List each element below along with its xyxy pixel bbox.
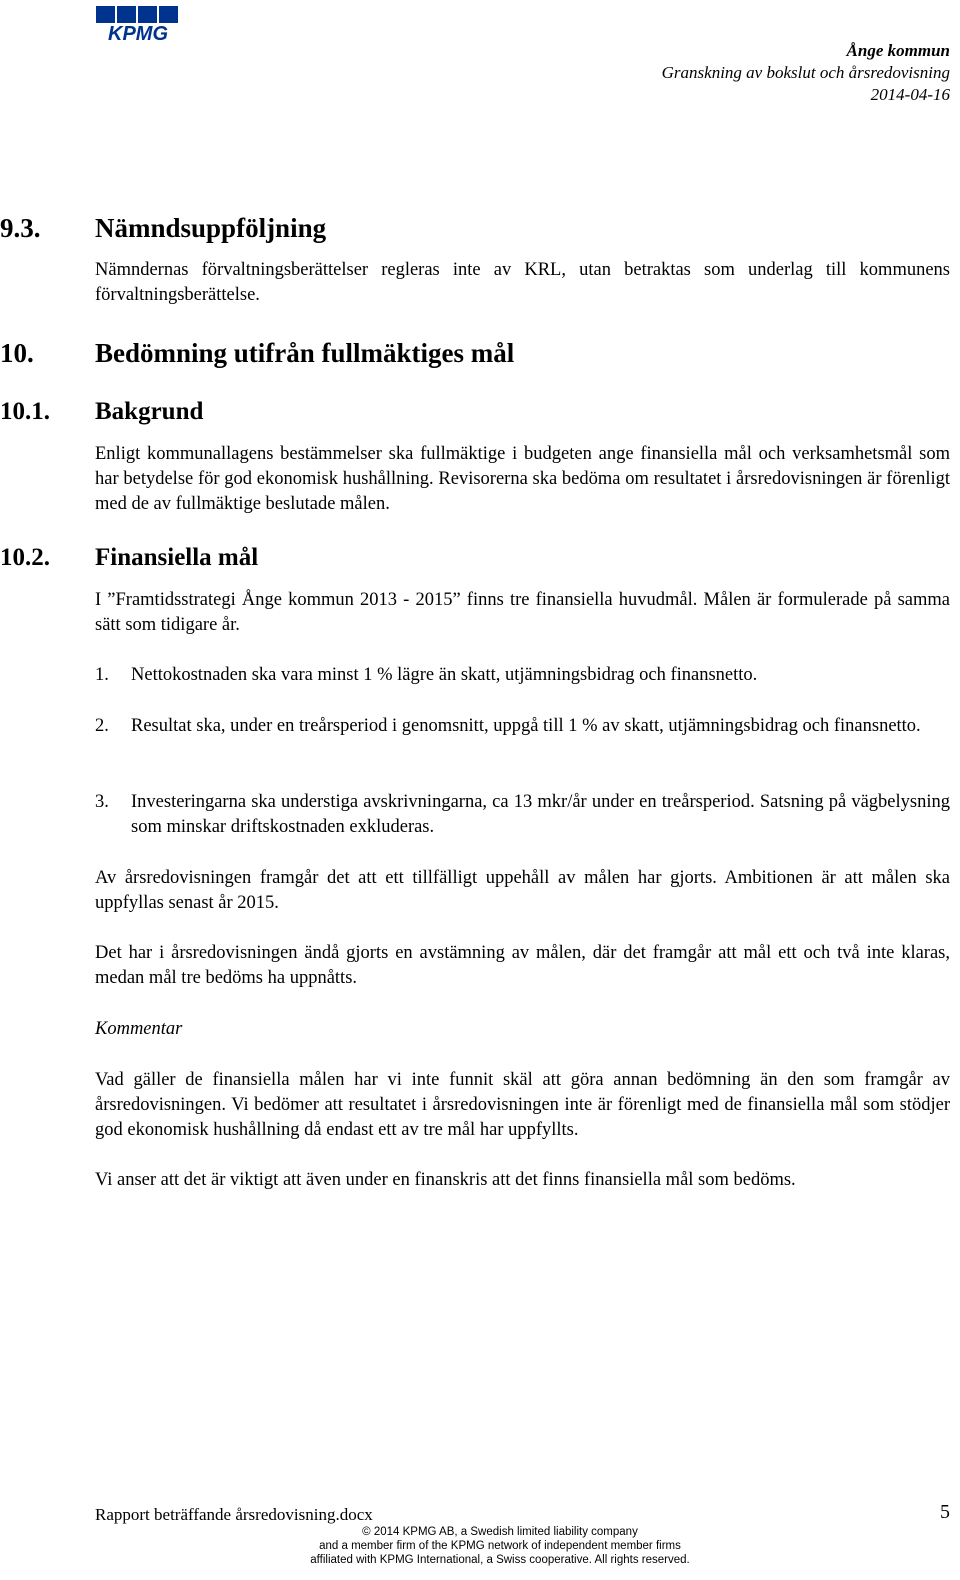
- heading-number: 10.1.: [0, 398, 50, 425]
- document-header: [662, 40, 950, 106]
- copyright-line: © 2014 KPMG AB, a Swedish limited liability company: [362, 1526, 638, 1538]
- heading-title: Bedömning utifrån fullmäktiges mål: [95, 338, 515, 368]
- paragraph-bedomning: Vad gäller de finansiella målen har vi inte funnit skäl att göra annan bedömning än den som framgår av årsredovisningen. Vi bedömer att resultatet i årsredovisningen inte är förenligt med de finansiella mål som stödjer god ekonomisk hushållning då endast ett av tre mål har uppfyllts.: [95, 1070, 950, 1140]
- paragraph-uppehall: Av årsredovisningen framgår det att ett tillfälligt uppehåll av målen har gjorts. Ambitionen är att målen ska uppfyllas senast år 2015.: [95, 868, 950, 913]
- paragraph-framtidsstrategi: I ”Framtidsstrategi Ånge kommun 2013 - 2015” finns tre finansiella huvudmål. Målen är formulerade på samma sätt som tidigare år.: [95, 590, 950, 635]
- kpmg-logo: [90, 4, 186, 44]
- page-number: 5: [940, 1501, 950, 1523]
- list-number: 1.: [95, 665, 109, 685]
- list-text: Resultat ska, under en treårsperiod i genomsnitt, uppgå till 1 % av skatt, utjämningsbidrag och finansnetto.: [131, 716, 921, 736]
- header-subtitle: Granskning av bokslut och årsredovisning: [661, 63, 950, 82]
- footer-copyright: [200, 1525, 800, 1567]
- heading-title: Finansiella mål: [95, 544, 259, 571]
- heading-title: Bakgrund: [95, 398, 204, 425]
- heading-number: 10.2.: [0, 544, 50, 571]
- heading-number: 9.3.: [0, 213, 41, 243]
- list-text: Investeringarna ska understiga avskrivningarna, ca 13 mkr/år under en treårsperiod. Satsning på vägbelysning som minskar driftskostnaden exkluderas.: [131, 792, 950, 837]
- paragraph-finanskris: Vi anser att det är viktigt att även under en finanskris att det finns finansiella mål som bedöms.: [95, 1170, 796, 1190]
- heading-title: Nämndsuppföljning: [95, 213, 327, 243]
- copyright-line: affiliated with KPMG International, a Swiss cooperative. All rights reserved.: [310, 1554, 690, 1566]
- copyright-line: and a member firm of the KPMG network of independent member firms: [319, 1540, 681, 1552]
- paragraph-avstamning: Det har i årsredovisningen ändå gjorts en avstämning av målen, där det framgår att mål ett och två inte klaras, medan mål tre bedöms ha uppnåtts.: [95, 943, 950, 988]
- footer-filename: Rapport beträffande årsredovisning.docx: [95, 1505, 373, 1524]
- paragraph-bakgrund: Enligt kommunallagens bestämmelser ska fullmäktige i budgeten ange finansiella mål och verksamhetsmål som har betydelse för god ekonomisk hushållning. Revisorerna ska bedöma om resultatet i årsredovisningen är förenligt med de av fullmäktige beslutade målen.: [95, 444, 950, 514]
- list-number: 3.: [95, 792, 109, 812]
- paragraph-nämndsuppföljning: Nämndernas förvaltningsberättelser regleras inte av KRL, utan betraktas som underlag till kommunens förvaltningsberättelse.: [95, 260, 950, 305]
- comment-label: Kommentar: [95, 1019, 183, 1039]
- header-date: 2014-04-16: [870, 85, 950, 104]
- list-text: Nettokostnaden ska vara minst 1 % lägre än skatt, utjämningsbidrag och finansnetto.: [131, 665, 758, 685]
- logo-text: KPMG: [108, 23, 168, 44]
- list-number: 2.: [95, 716, 109, 736]
- heading-number: 10.: [0, 338, 34, 368]
- header-company: Ånge kommun: [846, 41, 950, 60]
